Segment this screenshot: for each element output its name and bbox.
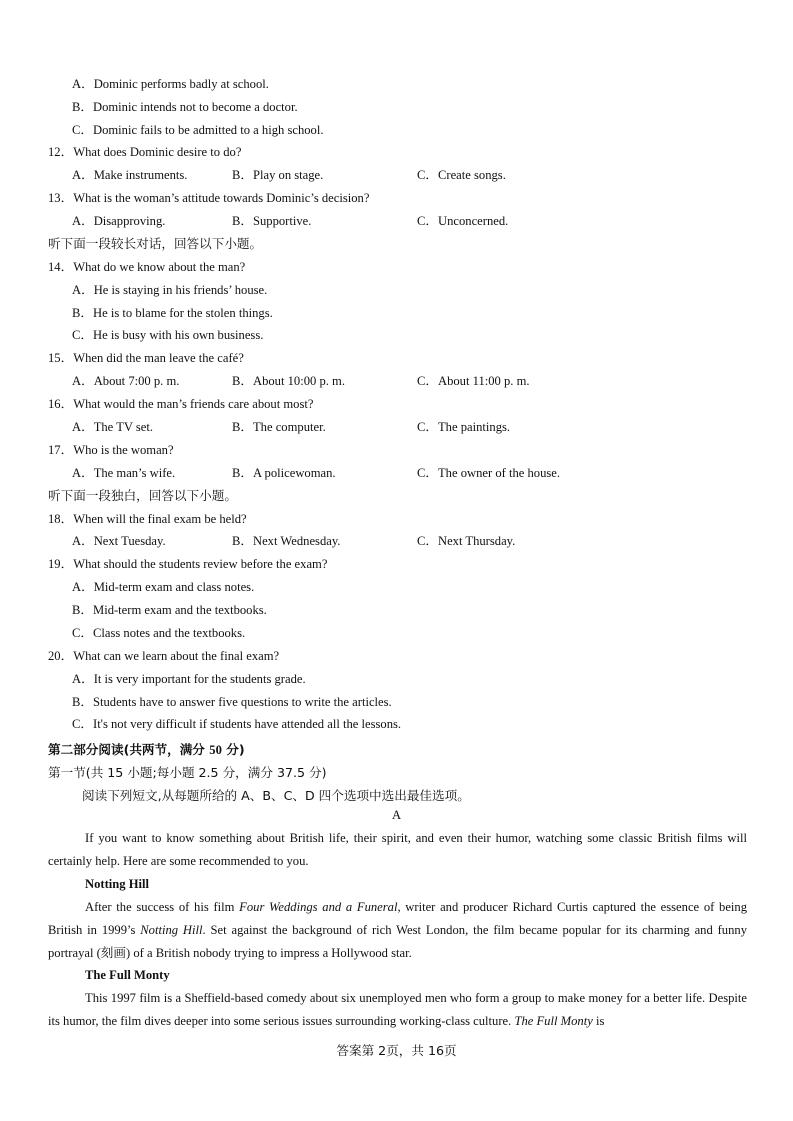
- q20-option-c: C．It's not very difficult if students have attended all the lessons.: [72, 717, 402, 731]
- q20-option-a: A．It is very important for the students grade.: [72, 672, 306, 686]
- q17-stem: 17．Who is the woman?: [48, 443, 174, 457]
- film-paragraph-full-monty: [48, 987, 747, 1033]
- q11-option-c: C．Dominic fails to be admitted to a high school.: [72, 123, 324, 137]
- q16-option-c: C．The paintings.: [417, 420, 511, 434]
- passage-intro: [48, 827, 747, 873]
- film2-italic-title: The Full Monty: [514, 1014, 593, 1028]
- q16-option-a: A．The TV set.: [72, 420, 154, 434]
- q19-stem: 19．What should the students review before the exam?: [48, 557, 328, 571]
- q20-option-b: B．Students have to answer five questions to write the articles.: [72, 695, 392, 709]
- q19-option-b: B．Mid-term exam and the textbooks.: [72, 603, 267, 617]
- q15-options: [72, 373, 672, 389]
- q15-option-b: B．About 10:00 p. m.: [232, 374, 345, 388]
- film1-text-3: . Set against the background of rich West London, the film became popular for its charming and funny portrayal (刻画) of a British nobody trying to impress a Hollywood star.: [48, 923, 747, 960]
- part-two-title: [48, 739, 245, 758]
- q14-option-c: C．He is busy with his own business.: [72, 328, 264, 342]
- q18-option-c: C．Next Thursday.: [417, 534, 516, 548]
- q20-stem: 20．What can we learn about the final exam?: [48, 649, 280, 663]
- page-footer: 答案第 2页，共 16页: [336, 1043, 457, 1058]
- q17-option-b: B．A policewoman.: [232, 466, 336, 480]
- film-title-full-monty: The Full Monty: [85, 968, 170, 982]
- q16-stem: 16．What would the man’s friends care about most?: [48, 397, 314, 411]
- film1-text-1: After the success of his film: [85, 900, 240, 914]
- film2-text-2: is: [592, 1014, 605, 1028]
- q19-option-a: A．Mid-term exam and class notes.: [72, 580, 255, 594]
- q12-stem: 12．What does Dominic desire to do?: [48, 145, 242, 159]
- passage-label: A: [391, 808, 402, 822]
- section-one-title: 第一节(共 15 小题;每小题 2.5 分，满分 37.5 分): [48, 765, 327, 780]
- film2-text-1: This 1997 film is a Sheffield-based comedy about six unemployed men who form a group to make money for a better life. Despite its humor, the film dives deeper into some serious issues surrounding working-class culture.: [48, 991, 747, 1028]
- q17-options: [72, 465, 672, 481]
- q13-option-c: C．Unconcerned.: [417, 214, 509, 228]
- film1-text-2: , writer and producer Richard Curtis captured the essence of being British in 1999’s: [48, 900, 748, 937]
- reading-instruction: 阅读下列短文,从每题所给的 A、B、C、D 四个选项中选出最佳选项。: [82, 788, 470, 803]
- q12-option-b: B．Play on stage.: [232, 168, 324, 182]
- q16-options: [72, 419, 672, 435]
- direction-monologue: 听下面一段独白，回答以下小题。: [48, 488, 237, 503]
- film1-italic-title-2: Notting Hill: [140, 923, 203, 937]
- q18-options: [72, 533, 672, 549]
- q11-option-a: A．Dominic performs badly at school.: [72, 77, 269, 91]
- q15-option-a: A．About 7:00 p. m.: [72, 374, 180, 388]
- film1-italic-title-1: Four Weddings and a Funeral: [239, 900, 398, 914]
- film-title-notting-hill: Notting Hill: [85, 877, 150, 891]
- part-two-title-pre: 第二部分阅读(共两节，满分: [48, 742, 210, 757]
- q12-option-a: A．Make instruments.: [72, 168, 188, 182]
- part-two-title-post: 分): [221, 742, 245, 757]
- q17-option-a: A．The man’s wife.: [72, 466, 176, 480]
- q14-stem: 14．What do we know about the man?: [48, 260, 246, 274]
- q13-options: [72, 213, 672, 229]
- q16-option-b: B．The computer.: [232, 420, 326, 434]
- q19-option-c: C．Class notes and the textbooks.: [72, 626, 246, 640]
- q18-option-a: A．Next Tuesday.: [72, 534, 166, 548]
- direction-long-dialogue: 听下面一段较长对话，回答以下小题。: [48, 236, 263, 251]
- film-paragraph-notting-hill: [48, 896, 747, 965]
- q18-option-b: B．Next Wednesday.: [232, 534, 341, 548]
- q13-stem: 13．What is the woman’s attitude towards Dominic’s decision?: [48, 191, 370, 205]
- q12-option-c: C．Create songs.: [417, 168, 506, 182]
- part-two-title-score: 50: [209, 743, 222, 757]
- q18-stem: 18．When will the final exam be held?: [48, 512, 247, 526]
- passage-intro-text: If you want to know something about British life, their spirit, and even their humor, watching some classic British films will certainly help. Here are some recommended to you.: [48, 831, 747, 868]
- q12-options: [72, 167, 672, 183]
- q14-option-b: B．He is to blame for the stolen things.: [72, 306, 273, 320]
- q15-option-c: C．About 11:00 p. m.: [417, 374, 530, 388]
- q15-stem: 15．When did the man leave the café?: [48, 351, 244, 365]
- q11-option-b: B．Dominic intends not to become a doctor.: [72, 100, 298, 114]
- q14-option-a: A．He is staying in his friends’ house.: [72, 283, 268, 297]
- q13-option-b: B．Supportive.: [232, 214, 312, 228]
- q13-option-a: A．Disapproving.: [72, 214, 166, 228]
- q17-option-c: C．The owner of the house.: [417, 466, 561, 480]
